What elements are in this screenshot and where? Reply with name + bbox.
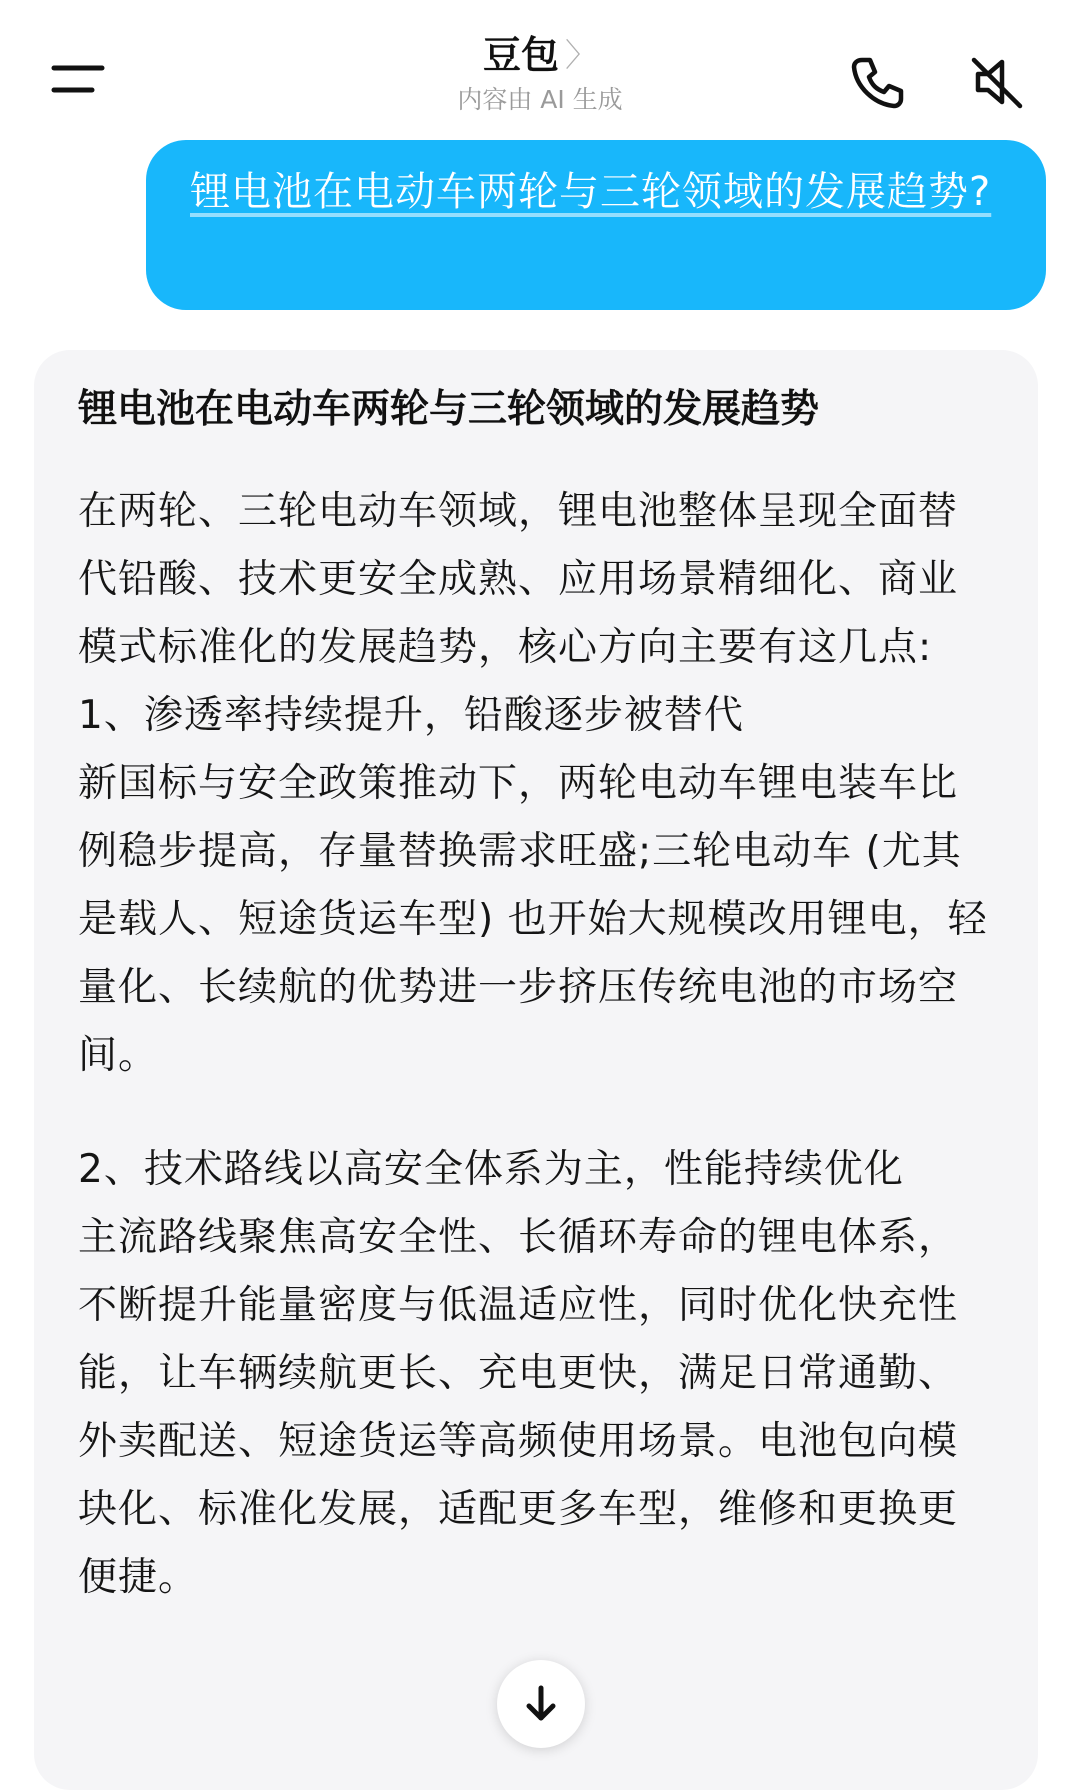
point1-title: 1、渗透率持续提升，铅酸逐步被替代 (78, 693, 744, 738)
response-intro: 在两轮、三轮电动车领域，锂电池整体呈现全面替代铅酸、技术更安全成熟、应用场景精细化、商业模式标准化的发展趋势，核心方向主要有这几点: (78, 489, 959, 670)
speaker-muted-icon[interactable] (968, 52, 1028, 112)
chat-title[interactable]: 豆包 (482, 33, 559, 77)
ai-generated-notice: 内容由 AI 生成 (457, 85, 623, 114)
point1-body: 新国标与安全政策推动下，两轮电动车锂电装车比例稳步提高，存量替换需求旺盛;三轮电动车 (尤其是载人、短途货运车型) 也开始大规模改用锂电，轻量化、长续航的优势进一步挤压传统电池的市场空间。 (78, 761, 988, 1078)
phone-icon[interactable] (848, 52, 908, 112)
scroll-to-bottom-button[interactable] (497, 1660, 585, 1748)
top-bar (0, 0, 1080, 130)
response-heading: 锂电池在电动车两轮与三轮领域的发展趋势 (78, 387, 820, 432)
chat-title-area[interactable] (0, 30, 1080, 118)
arrow-down-icon (519, 1682, 563, 1726)
user-message-bubble[interactable] (146, 140, 1046, 310)
ai-response-card (34, 350, 1038, 1790)
point2-body: 主流路线聚焦高安全性、长循环寿命的锂电体系，不断提升能量密度与低温适应性，同时优化快充性能，让车辆续航更长、充电更快，满足日常通勤、外卖配送、短途货运等高频使用场景。电池包向模块化、标准化发展，适配更多车型，维修和更换更便捷。 (78, 1215, 959, 1600)
point2-title: 2、技术路线以高安全体系为主，性能持续优化 (78, 1147, 904, 1192)
chevron-right-icon: 〉 (565, 36, 598, 74)
user-message-text: 锂电池在电动车两轮与三轮领域的发展趋势? (190, 169, 992, 215)
